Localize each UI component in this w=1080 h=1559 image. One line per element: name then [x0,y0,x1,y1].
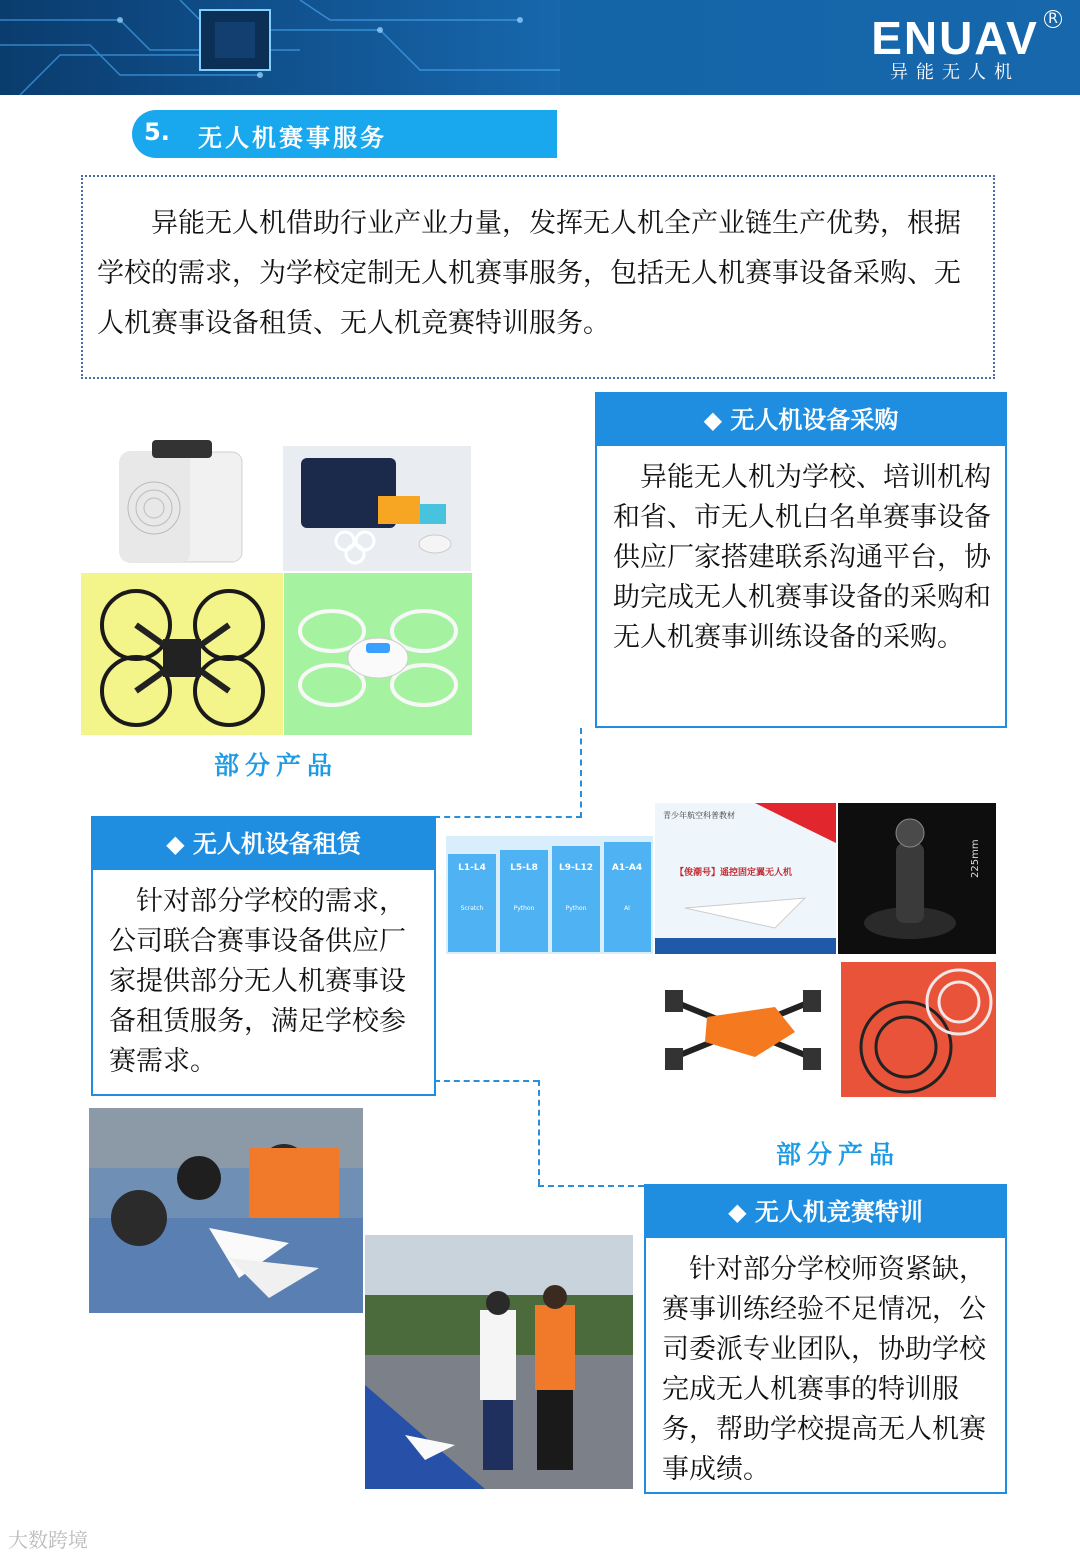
purchase-card-title: ◆ 无人机设备采购 [597,394,1005,446]
joystick-dimension: 225mm [970,839,981,878]
section-number: 5. [144,118,170,146]
poster-title: 【俊潮号】遥控固定翼无人机 [675,868,793,878]
level-language: AI [624,905,630,912]
purchase-card [595,392,1007,728]
section-heading [132,110,557,158]
intro-paragraph: 异能无人机借助行业产业力量，发挥无人机全产业链生产优势，根据学校的需求，为学校定制无人机赛事服务，包括无人机赛事设备采购、无人机赛事设备租赁、无人机竞赛特训服务。 [81,175,995,379]
section-title: 无人机赛事服务 [198,123,387,152]
level-language: Scratch [460,905,484,912]
curriculum-levels-image [446,836,653,954]
connector-line [538,1080,540,1185]
level-language: Python [513,905,535,912]
product-photo-white-drone [284,573,472,735]
logo-subtitle: 异能无人机 [890,62,1020,83]
circuit-board-banner [0,0,560,95]
products-caption-2: 部分产品 [776,1140,901,1169]
brand-logo [870,11,1058,86]
level-label: L1-L4 [458,863,486,873]
training-card-body: 针对部分学校师资紧缺，赛事训练经验不足情况，公司委派专业团队，协助学校完成无人机赛事的特训服务，帮助学校提高无人机赛事成绩。 [662,1254,986,1485]
training-card [644,1184,1007,1494]
purchase-card-body: 异能无人机为学校、培训机构和省、市无人机白名单赛事设备供应厂家搭建联系沟通平台，协助完成无人机赛事设备的采购和无人机赛事训练设备的采购。 [613,462,991,653]
connector-line [434,816,582,818]
level-language: Python [565,905,587,912]
connector-line [434,1080,539,1082]
level-label: A1-A4 [611,863,643,873]
rental-card-title: ◆ 无人机设备租赁 [93,818,434,870]
joystick-image [838,803,996,954]
registered-mark: R [1044,10,1062,28]
logo-mark: ENUAV [871,12,1039,64]
products-caption-1: 部分产品 [214,751,339,780]
outdoor-flight-photo [365,1235,633,1489]
rental-card [91,816,436,1096]
orange-drone-image [645,962,838,1097]
caged-drones-red-image [841,962,996,1097]
connector-line [538,1185,644,1187]
poster-top-text: 青少年航空科普教材 [663,811,735,820]
level-label: L5-L8 [510,863,538,873]
page-header [0,0,1080,95]
product-photo-caged-drone [81,573,283,735]
product-photo-speaker-box [82,430,280,570]
watermark: 大数跨境 [8,1528,88,1552]
rental-card-body: 针对部分学校的需求，公司联合赛事设备供应厂家提供部分无人机赛事设备租赁服务，满足学校参赛需求。 [109,886,406,1077]
connector-line [580,728,582,818]
students-workshop-photo [89,1108,363,1313]
product-photo-drone-kit [283,446,471,571]
training-card-title: ◆ 无人机竞赛特训 [646,1186,1005,1238]
fixed-wing-poster-image [655,803,836,954]
level-label: L9-L12 [559,863,593,873]
